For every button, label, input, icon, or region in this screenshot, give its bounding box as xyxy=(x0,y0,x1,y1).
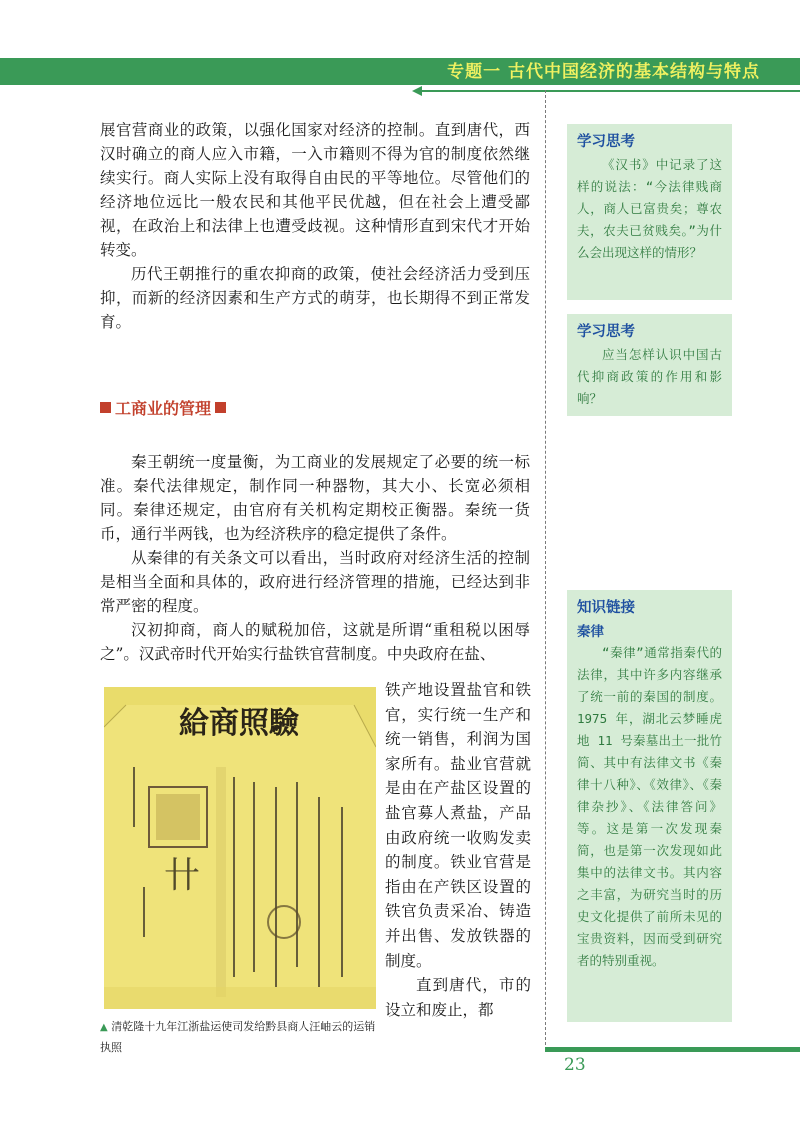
paragraph-4: 从秦律的有关条文可以看出，当时政府对经济生活的控制是相当全面和具体的，政府进行经济管理的措施，已经达到非常严密的程度。 xyxy=(100,549,530,615)
sidebar-text: 应当怎样认识中国古代抑商政策的作用和影响？ xyxy=(577,347,722,406)
footer-bar xyxy=(545,1047,800,1052)
paragraph-5-continued: 铁产地设置盐官和铁官，实行统一生产和统一销售，利润为国家所有。盐业官营就是由在产盐区设置的盐官募人煮盐，产品由政府统一收购发卖的制度。铁业官营是指由在产铁区设置的铁官负责采冶、铸造并出售、发放铁器的制度。 xyxy=(385,681,531,970)
paragraph-5: 汉初抑商，商人的赋税加倍，这就是所谓“重租税以困辱之”。汉武帝时代开始实行盐铁官营制度。中央政府在盐、 xyxy=(100,621,530,663)
sidebar-text: 《汉书》中记录了这样的说法：“今法律贱商人，商人已富贵矣；尊农夫，农夫已贫贱矣。”为什么会出现这样的情形？ xyxy=(577,157,722,260)
sidebar-subheading: 秦律 xyxy=(577,624,604,640)
license-document-image xyxy=(104,687,376,1009)
sidebar-box-study-2 xyxy=(567,314,732,416)
document-title-text: 給商照驗 xyxy=(179,706,299,741)
column-divider xyxy=(545,90,546,1050)
page-number: 23 xyxy=(564,1055,586,1075)
header-rule xyxy=(418,90,800,92)
caption-text: 清乾隆十九年江浙盐运使司发给黔县商人汪岫云的运销执照 xyxy=(100,1020,376,1054)
sidebar-heading: 学习思考 xyxy=(577,134,635,150)
square-bullet-icon xyxy=(215,402,226,413)
paragraph-1: 展官营商业的政策，以强化国家对经济的控制。直到唐代，西汉时确立的商人应入市籍，一入市籍则不得为官的制度依然继续实行。商人实际上没有取得自由民的平等地位。尽管他们的经济地位远比一般农民和其他平民优越，但在社会上遭受鄙视，在政治上和法律上也遭受歧视。这种情形直到宋代才开始转变。 xyxy=(100,121,530,259)
main-text-top xyxy=(100,118,530,334)
square-bullet-icon xyxy=(100,402,111,413)
sidebar-text: “秦律”通常指秦代的法律，其中许多内容继承了统一前的秦国的制度。1975 年，湖北云梦睡虎地 11 号秦墓出土一批竹简、其中有法律文书《秦律十八种》、《效律》、《秦律杂抄》、《法律答问》等。这是第一次发现秦简，也是第一次发现如此集中的法律文书。其内容之丰富，为研究当时的历史文化提供了前所未见的宝贵资料，因而受到研究者的特别重视。 xyxy=(577,645,722,968)
section-title: 工商业的管理 xyxy=(115,399,212,418)
sidebar-heading: 知识链接 xyxy=(577,600,635,616)
paragraph-2: 历代王朝推行的重农抑商的政策，使社会经济活力受到压抑，而新的经济因素和生产方式的萌芽，也长期得不到正常发育。 xyxy=(100,265,530,331)
sidebar-box-knowledge-link xyxy=(567,590,732,1022)
main-text-middle xyxy=(100,450,530,666)
paragraph-6-start: 直到唐代，市的设立和废止，都 xyxy=(385,976,531,1019)
license-document-photo xyxy=(104,687,376,1009)
figure-caption xyxy=(100,1017,376,1058)
sidebar-heading: 学习思考 xyxy=(577,324,635,340)
section-heading xyxy=(100,396,226,419)
chapter-title: 专题一 古代中国经济的基本结构与特点 xyxy=(447,62,760,82)
wrap-text xyxy=(385,678,531,1022)
paragraph-3: 秦王朝统一度量衡，为工商业的发展规定了必要的统一标准。秦代法律规定，制作同一种器物，其大小、长宽必须相同。秦律还规定，由官府有关机构定期校正衡器。秦统一货币，通行半两钱，也为经济秩序的稳定提供了条件。 xyxy=(100,453,530,543)
sidebar-box-study-1 xyxy=(567,124,732,300)
triangle-marker-icon: ▲ xyxy=(100,1022,108,1033)
svg-text:卄: 卄 xyxy=(164,855,201,896)
